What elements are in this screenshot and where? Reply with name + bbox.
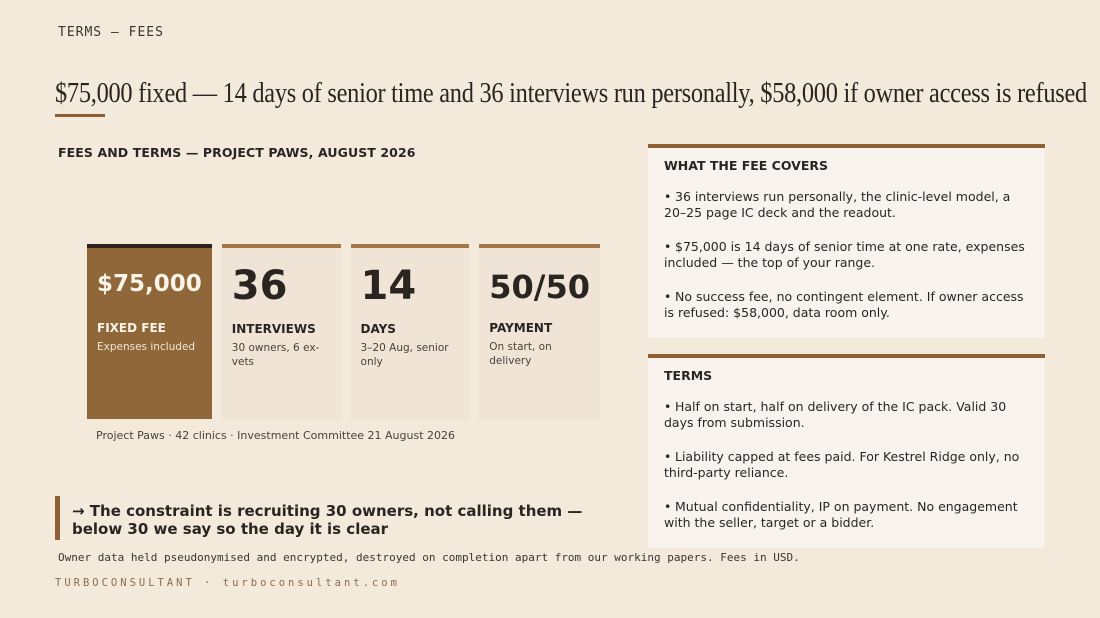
- terms-panel: [648, 354, 1045, 548]
- bullet-icon: •: [664, 289, 672, 304]
- stat-card-fixed-fee: [87, 244, 212, 419]
- list-item: [664, 189, 1029, 220]
- section-title: FEES AND TERMS — PROJECT PAWS, AUGUST 2026: [58, 145, 416, 160]
- headline-underline: [55, 114, 105, 117]
- panel-title: WHAT THE FEE COVERS: [664, 158, 828, 173]
- list-item-text: No success fee, no contingent element. If owner access is refused: $58,000, data room only.: [664, 289, 1024, 320]
- stats-caption: Project Paws · 42 clinics · Investment Committee 21 August 2026: [96, 429, 456, 442]
- list-item: [664, 239, 1029, 270]
- stat-label: FIXED FEE: [97, 321, 166, 336]
- stat-value: 14: [360, 263, 417, 309]
- list-item-text: $75,000 is 14 days of senior time at one rate, expenses included — the top of your range.: [664, 239, 1025, 270]
- stat-card-days: [351, 244, 470, 419]
- stat-value: 36: [231, 263, 288, 309]
- bullet-icon: •: [664, 449, 672, 464]
- stat-card-interviews: [222, 244, 341, 419]
- list-item: [664, 499, 1029, 530]
- bullet-icon: •: [664, 499, 672, 514]
- list-item: [664, 449, 1029, 480]
- brand-footer: TURBOCONSULTANT · turboconsultant.com: [55, 577, 400, 589]
- list-item-text: Liability capped at fees paid. For Kestrel Ridge only, no third-party reliance.: [664, 449, 1020, 480]
- constraint-callout: → The constraint is recruiting 30 owners, not calling them — below 30 we say so the day it is clear: [55, 496, 615, 540]
- fee-coverage-panel: [648, 144, 1045, 338]
- stat-subtext: 3–20 Aug, senior only: [360, 342, 449, 368]
- list-item: [664, 399, 1029, 430]
- stat-value: $75,000: [97, 271, 202, 297]
- eyebrow-label: TERMS — FEES: [58, 25, 164, 40]
- stat-subtext: On start, on delivery: [489, 341, 552, 367]
- list-item-text: Mutual confidentiality, IP on payment. No engagement with the seller, target or a bidder.: [664, 499, 1018, 530]
- stat-label: DAYS: [360, 322, 396, 336]
- stat-label: PAYMENT: [489, 321, 553, 336]
- stat-value: 50/50: [489, 268, 591, 306]
- page-headline: $75,000 fixed — 14 days of senior time and 36 interviews run personally, $58,000 if owner access is refused: [55, 78, 1087, 109]
- stat-subtext: 30 owners, 6 ex-vets: [231, 342, 320, 368]
- stat-label: INTERVIEWS: [231, 322, 316, 336]
- stat-card-payment: [479, 244, 600, 419]
- footnote: Owner data held pseudonymised and encrypted, destroyed on completion apart from our working papers. Fees in USD.: [58, 551, 800, 564]
- bullet-icon: •: [664, 239, 672, 254]
- bullet-icon: •: [664, 189, 672, 204]
- list-item-text: Half on start, half on delivery of the IC pack. Valid 30 days from submission.: [664, 399, 1007, 430]
- bullet-icon: •: [664, 399, 672, 414]
- stats-row: [87, 244, 600, 419]
- panel-title: TERMS: [664, 368, 713, 383]
- stat-subtext: Expenses included: [97, 341, 196, 354]
- list-item-text: 36 interviews run personally, the clinic-level model, a 20–25 page IC deck and the readout.: [664, 189, 1011, 220]
- list-item: [664, 289, 1029, 320]
